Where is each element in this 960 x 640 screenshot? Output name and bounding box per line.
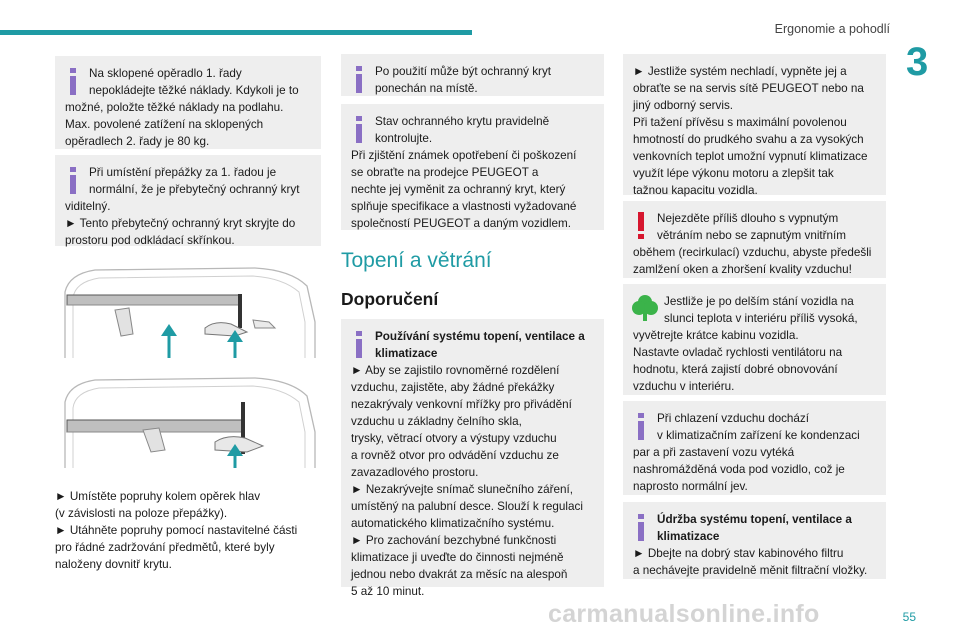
note-heading: Používání systému topení, ventilace a xyxy=(375,330,585,343)
info-icon xyxy=(354,331,364,357)
instruction-text xyxy=(55,488,321,573)
info-note-hvac-usage xyxy=(341,319,604,598)
note-line: a rovněž otvor pro odvádění vzduchu ze xyxy=(351,449,559,462)
note-line: Při tažení přívěsu s maximální povolenou xyxy=(633,116,847,129)
note-line: ► Pro zachování bezchybné funkčnosti xyxy=(351,534,557,547)
note-line: prostoru pod odkládací skřínkou. xyxy=(65,234,235,247)
note-head xyxy=(636,293,876,327)
note-line: vzduchu v interiéru. xyxy=(633,380,735,393)
note-line: ► Jestliže systém nechladí, vypněte jej a xyxy=(633,65,847,78)
info-note-hvac-maintenance xyxy=(623,502,886,579)
warning-note-recirculation xyxy=(623,201,886,278)
info-icon xyxy=(354,116,364,142)
instruction-line: pro řádné zadržování předmětů, které byly xyxy=(55,541,275,554)
note-line: společností PEUGEOT a daným vozidlem. xyxy=(351,217,571,230)
note-line: Na sklopené opěradlo 1. řady xyxy=(89,67,242,80)
note-line: normální, že je přebytečný ochranný kryt xyxy=(89,183,300,196)
note-line: Po použití může být ochranný kryt xyxy=(375,65,552,78)
note-line: Při chlazení vzduchu dochází xyxy=(657,412,810,425)
note-line: jiný odborný servis. xyxy=(633,99,734,112)
note-line: oběhem (recirkulací) vzduchu, abyste předešli xyxy=(633,246,872,259)
note-head xyxy=(636,210,876,244)
note-line: automatického klimatizačního systému. xyxy=(351,517,555,530)
note-line: možné, položte těžké náklady na podlahu. xyxy=(65,101,284,114)
note-line: venkovních teplot umožní vypnutí klimatizace xyxy=(633,150,868,163)
note-line: hodnotu, která zajistí dobré obnovování xyxy=(633,363,838,376)
note-line: 5 až 10 minut. xyxy=(351,585,425,598)
note-line: zamlžení oken a zhoršení kvality vzduchu! xyxy=(633,263,852,276)
note-line: naprosto normální jev. xyxy=(633,480,748,493)
info-note-cover-check xyxy=(341,104,604,230)
note-line: ponechán na místě. xyxy=(375,82,478,95)
info-icon xyxy=(68,68,78,94)
section-title: Topení a větrání xyxy=(341,249,492,272)
note-line: využít lépe výkonu motoru a zlepšit tak xyxy=(633,167,834,180)
note-line: Stav ochranného krytu pravidelně xyxy=(375,115,550,128)
info-note-cover-left xyxy=(341,54,604,96)
note-heading: klimatizace xyxy=(375,347,438,360)
note-head xyxy=(354,63,594,97)
eco-note-ventilate xyxy=(623,284,886,395)
text-box-ac-not-cooling xyxy=(623,54,886,195)
instruction-line: ► Utáhněte popruhy pomocí nastavitelné části xyxy=(55,524,298,537)
note-heading: klimatizace xyxy=(657,530,720,543)
note-line: nepokládejte těžké náklady. Kdykoli je to xyxy=(89,84,299,97)
note-line: hmotností do prudkého svahu a za vysokých xyxy=(633,133,864,146)
note-line: nechte jej vyměnit za ochranný kryt, který xyxy=(351,183,566,196)
watermark: carmanualsonline.info xyxy=(548,600,820,628)
note-line: větráním nebo se zapnutým vnitřním xyxy=(657,229,847,242)
info-icon xyxy=(636,413,646,439)
subsection-title: Doporučení xyxy=(341,289,439,309)
note-line: trysky, větrací otvory a výstupy vzduchu xyxy=(351,432,557,445)
note-line: umístěný na palubní desce. Slouží k regulaci xyxy=(351,500,583,513)
note-line: kontrolujte. xyxy=(375,132,433,145)
tree-eco-icon xyxy=(632,294,658,322)
note-line: jednou nebo dvakrát za měsíc na alespoň xyxy=(351,568,568,581)
info-note-condensation xyxy=(623,401,886,495)
instruction-line: naloženy dovnitř krytu. xyxy=(55,558,172,571)
header-accent-bar xyxy=(0,30,472,35)
note-line: a nechávejte pravidelně měnit filtrační vložky. xyxy=(633,564,868,577)
note-head xyxy=(636,511,876,545)
note-line: Jestliže je po delším stání vozidla na xyxy=(664,295,854,308)
note-head xyxy=(354,328,594,362)
note-line: ► Tento přebytečný ochranný kryt skryjte do xyxy=(65,217,296,230)
illustration-partition-lowered xyxy=(55,372,321,472)
note-line: opěradlech 2. řady je 80 kg. xyxy=(65,135,210,148)
page-number: 55 xyxy=(902,610,916,624)
note-line: klimatizace ji uveďte do činnosti nejméně xyxy=(351,551,564,564)
note-line: slunci teplota v interiéru příliš vysoká, xyxy=(664,312,858,325)
note-line: ► Nezakrývejte snímač slunečního záření, xyxy=(351,483,574,496)
instruction-line: (v závislosti na poloze přepážky). xyxy=(55,507,228,520)
note-line: Nejezděte příliš dlouho s vypnutým xyxy=(657,212,839,225)
note-line: zavazadlového prostoru. xyxy=(351,466,479,479)
note-line: nezakrývaly venkovní mřížky pro přivádění xyxy=(351,398,572,411)
note-head xyxy=(636,410,876,444)
note-head xyxy=(68,65,311,99)
warning-icon xyxy=(636,212,646,238)
note-line: vzduchu u základny čelního skla, xyxy=(351,415,522,428)
info-icon xyxy=(354,66,364,92)
note-line: par a při zastavení vozu vytéká xyxy=(633,446,795,459)
info-note-partition xyxy=(55,155,321,246)
note-line: ► Dbejte na dobrý stav kabinového filtru xyxy=(633,547,844,560)
note-line: viditelný. xyxy=(65,200,111,213)
chapter-number: 3 xyxy=(906,40,929,84)
note-line: se obraťte na prodejce PEUGEOT a xyxy=(351,166,539,179)
note-line: Nastavte ovladač rychlosti ventilátoru na xyxy=(633,346,843,359)
note-line: ► Aby se zajistilo rovnoměrné rozdělení xyxy=(351,364,560,377)
info-icon xyxy=(636,514,646,540)
note-line: obraťte se na servis sítě PEUGEOT nebo na xyxy=(633,82,864,95)
note-line: vzduchu, zajistěte, aby žádné překážky xyxy=(351,381,555,394)
header-section-title: Ergonomie a pohodlí xyxy=(774,22,890,36)
note-line: splňuje specifikace a vlastnosti vyžadované xyxy=(351,200,577,213)
instruction-line: ► Umístěte popruhy kolem opěrek hlav xyxy=(55,490,261,503)
note-line: Při umístění přepážky za 1. řadou je xyxy=(89,166,277,179)
info-icon xyxy=(68,167,78,193)
note-line: Při zjištění známek opotřebení či poškození xyxy=(351,149,577,162)
note-head xyxy=(68,164,311,198)
note-line: vyvětrejte krátce kabinu vozidla. xyxy=(633,329,799,342)
note-line: nashromážděná voda pod vozidlo, což je xyxy=(633,463,845,476)
note-line: v klimatizačním zařízení ke kondenzaci xyxy=(657,429,860,442)
note-line: tažnou kapacitu vozidla. xyxy=(633,184,758,197)
info-note-seatback-load xyxy=(55,56,321,149)
illustration-partition-raised xyxy=(55,262,321,362)
note-line: Max. povolené zatížení na sklopených xyxy=(65,118,264,131)
note-heading: Údržba systému topení, ventilace a xyxy=(657,513,852,526)
note-head xyxy=(354,113,594,147)
